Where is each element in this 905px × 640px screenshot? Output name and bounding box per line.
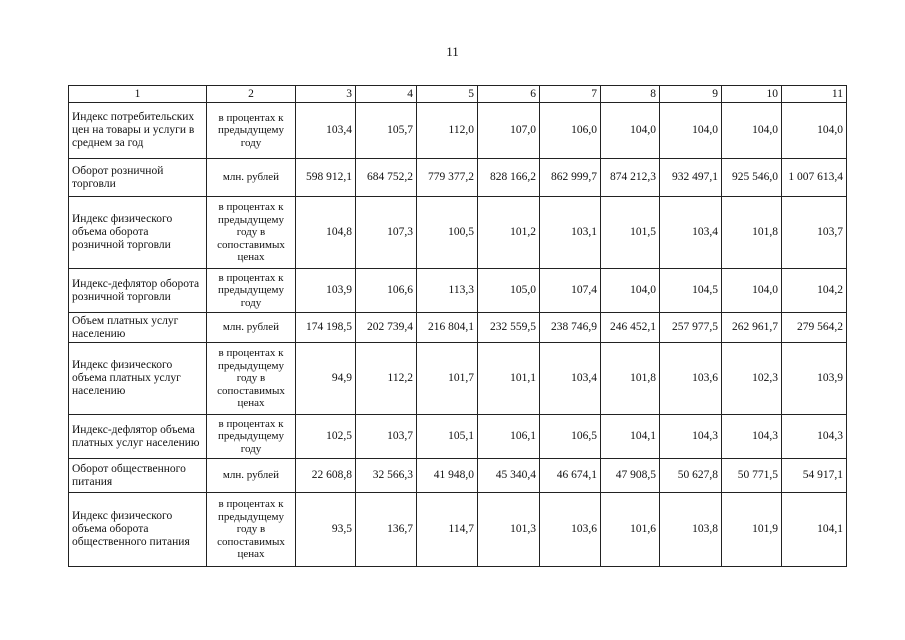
indicator-name: Индекс физического объема оборота общественного питания	[69, 493, 207, 567]
table-cell: 246 452,1	[601, 313, 660, 343]
table-cell: 103,7	[356, 415, 417, 459]
table-cell: 102,5	[296, 415, 356, 459]
table-cell: 216 804,1	[417, 313, 478, 343]
indicator-unit: млн. рублей	[207, 159, 296, 197]
table-cell: 101,6	[601, 493, 660, 567]
table-cell: 101,7	[417, 343, 478, 415]
table-cell: 100,5	[417, 197, 478, 269]
table-cell: 103,9	[782, 343, 847, 415]
indicator-name: Индекс физического объема платных услуг населению	[69, 343, 207, 415]
table-cell: 104,1	[782, 493, 847, 567]
table-cell: 104,1	[601, 415, 660, 459]
column-header: 5	[417, 86, 478, 103]
table-cell: 174 198,5	[296, 313, 356, 343]
table-cell: 106,5	[540, 415, 601, 459]
table-cell: 104,2	[782, 269, 847, 313]
table-cell: 22 608,8	[296, 459, 356, 493]
table-cell: 925 546,0	[722, 159, 782, 197]
column-header: 3	[296, 86, 356, 103]
table-row	[69, 269, 847, 313]
table-cell: 112,0	[417, 103, 478, 159]
indicator-unit: в процентах к предыдущему году	[207, 269, 296, 313]
table-cell: 1 007 613,4	[782, 159, 847, 197]
table-cell: 103,7	[782, 197, 847, 269]
column-header: 11	[782, 86, 847, 103]
table-cell: 105,1	[417, 415, 478, 459]
table-cell: 102,3	[722, 343, 782, 415]
table-cell: 103,6	[660, 343, 722, 415]
table-cell: 104,5	[660, 269, 722, 313]
table-cell: 45 340,4	[478, 459, 540, 493]
column-header: 10	[722, 86, 782, 103]
table-cell: 93,5	[296, 493, 356, 567]
indicator-name: Индекс потребительских цен на товары и услуги в среднем за год	[69, 103, 207, 159]
indicators-table	[68, 85, 847, 567]
table-row	[69, 415, 847, 459]
table-cell: 104,0	[601, 269, 660, 313]
column-header: 7	[540, 86, 601, 103]
table-cell: 684 752,2	[356, 159, 417, 197]
table-cell: 232 559,5	[478, 313, 540, 343]
table-cell: 238 746,9	[540, 313, 601, 343]
table-cell: 262 961,7	[722, 313, 782, 343]
table-row	[69, 197, 847, 269]
table-cell: 103,4	[540, 343, 601, 415]
table-cell: 104,3	[660, 415, 722, 459]
column-header: 6	[478, 86, 540, 103]
table-cell: 50 771,5	[722, 459, 782, 493]
table-cell: 101,8	[601, 343, 660, 415]
table-cell: 104,0	[601, 103, 660, 159]
table-cell: 107,3	[356, 197, 417, 269]
table-cell: 114,7	[417, 493, 478, 567]
table-cell: 136,7	[356, 493, 417, 567]
indicator-unit: в процентах к предыдущему году в сопоставимых ценах	[207, 197, 296, 269]
table-row	[69, 493, 847, 567]
table-cell: 101,3	[478, 493, 540, 567]
table-cell: 202 739,4	[356, 313, 417, 343]
indicator-unit: в процентах к предыдущему году	[207, 103, 296, 159]
table-cell: 101,1	[478, 343, 540, 415]
table-cell: 47 908,5	[601, 459, 660, 493]
indicator-name: Индекс физического объема оборота розничной торговли	[69, 197, 207, 269]
page-number: 11	[446, 44, 459, 59]
table-row	[69, 343, 847, 415]
column-header: 4	[356, 86, 417, 103]
table-cell: 779 377,2	[417, 159, 478, 197]
table-row	[69, 103, 847, 159]
indicator-unit: млн. рублей	[207, 459, 296, 493]
table-cell: 50 627,8	[660, 459, 722, 493]
table-cell: 932 497,1	[660, 159, 722, 197]
indicator-unit: в процентах к предыдущему году в сопоставимых ценах	[207, 343, 296, 415]
table-cell: 101,5	[601, 197, 660, 269]
table-cell: 279 564,2	[782, 313, 847, 343]
table-cell: 54 917,1	[782, 459, 847, 493]
column-header: 2	[207, 86, 296, 103]
table-cell: 103,4	[660, 197, 722, 269]
table-cell: 107,4	[540, 269, 601, 313]
table-cell: 46 674,1	[540, 459, 601, 493]
table-cell: 101,8	[722, 197, 782, 269]
table-cell: 104,0	[782, 103, 847, 159]
table-cell: 104,0	[660, 103, 722, 159]
indicator-name: Индекс-дефлятор объема платных услуг населению	[69, 415, 207, 459]
table-cell: 113,3	[417, 269, 478, 313]
table-cell: 103,9	[296, 269, 356, 313]
table-row	[69, 459, 847, 493]
table-cell: 862 999,7	[540, 159, 601, 197]
header-row	[69, 86, 847, 103]
column-header: 8	[601, 86, 660, 103]
column-header: 9	[660, 86, 722, 103]
table-cell: 874 212,3	[601, 159, 660, 197]
table-cell: 101,2	[478, 197, 540, 269]
table-cell: 103,8	[660, 493, 722, 567]
table-cell: 828 166,2	[478, 159, 540, 197]
indicator-unit: в процентах к предыдущему году	[207, 415, 296, 459]
table-row	[69, 313, 847, 343]
table-cell: 112,2	[356, 343, 417, 415]
table-cell: 41 948,0	[417, 459, 478, 493]
table-cell: 106,0	[540, 103, 601, 159]
table-cell: 106,1	[478, 415, 540, 459]
indicator-name: Оборот розничной торговли	[69, 159, 207, 197]
table-cell: 103,4	[296, 103, 356, 159]
table-cell: 104,3	[782, 415, 847, 459]
table-cell: 103,1	[540, 197, 601, 269]
table-cell: 32 566,3	[356, 459, 417, 493]
table-cell: 104,3	[722, 415, 782, 459]
table-cell: 107,0	[478, 103, 540, 159]
indicator-unit: млн. рублей	[207, 313, 296, 343]
indicator-name: Объем платных услуг населению	[69, 313, 207, 343]
table-cell: 94,9	[296, 343, 356, 415]
table-cell: 104,0	[722, 103, 782, 159]
table-cell: 257 977,5	[660, 313, 722, 343]
indicator-unit: в процентах к предыдущему году в сопоставимых ценах	[207, 493, 296, 567]
table-cell: 106,6	[356, 269, 417, 313]
column-header: 1	[69, 86, 207, 103]
table-cell: 598 912,1	[296, 159, 356, 197]
table-cell: 103,6	[540, 493, 601, 567]
table-cell: 105,0	[478, 269, 540, 313]
table-row	[69, 159, 847, 197]
table-cell: 105,7	[356, 103, 417, 159]
indicator-name: Оборот общественного питания	[69, 459, 207, 493]
table-cell: 104,0	[722, 269, 782, 313]
indicator-name: Индекс-дефлятор оборота розничной торговли	[69, 269, 207, 313]
table-cell: 104,8	[296, 197, 356, 269]
table-cell: 101,9	[722, 493, 782, 567]
